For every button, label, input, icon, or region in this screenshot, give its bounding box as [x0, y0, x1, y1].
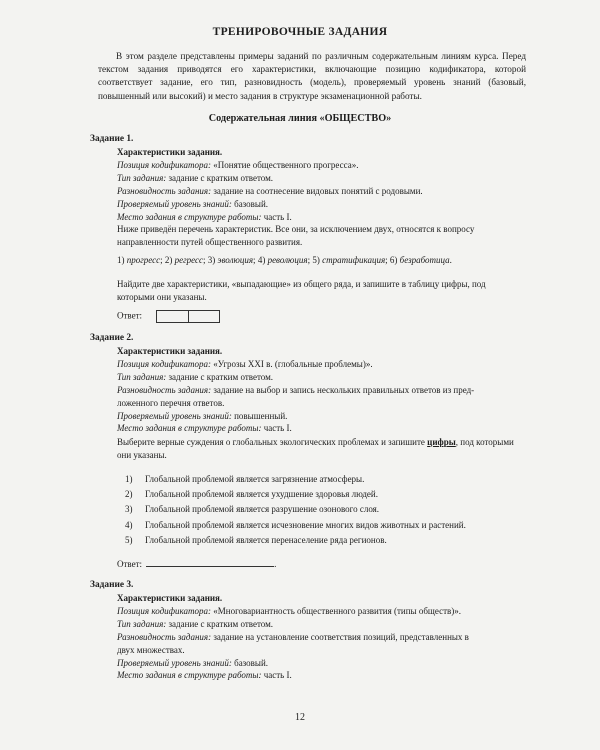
task-variety-row	[117, 384, 519, 397]
task-type-label: Тип задания:	[117, 371, 167, 382]
answer-table-divider	[188, 311, 189, 322]
codifier-position-value: «Понятие общественного прогресса».	[211, 159, 359, 170]
task-variety-value: задание на установление соответствия позиций, представленных в	[211, 631, 469, 642]
list-item	[125, 487, 525, 502]
item-3-num: 3)	[207, 255, 218, 265]
characteristics-heading: Характеристики задания.	[117, 346, 223, 356]
knowledge-level-label: Проверяемый уровень знаний:	[117, 198, 232, 209]
task-type-row	[117, 618, 519, 631]
task-variety-row	[117, 631, 519, 644]
option-number: 5)	[125, 534, 133, 545]
task-place-label: Место задания в структуре работы:	[117, 211, 262, 222]
task-place-row	[117, 422, 519, 435]
codifier-position-row	[117, 605, 519, 618]
list-item	[125, 502, 525, 517]
knowledge-level-value: базовый.	[231, 198, 269, 209]
task-type-label: Тип задания:	[117, 618, 167, 629]
item-6-word: безработица	[399, 255, 450, 265]
item-4-num: 4)	[257, 255, 268, 265]
prompt-highlight: цифры	[427, 437, 456, 447]
task-variety-value: задание на выбор и запись нескольких правильных ответов из пред-	[211, 384, 475, 395]
task-place-label: Место задания в структуре работы:	[117, 423, 262, 434]
task-place-value: часть I.	[261, 670, 292, 681]
task-1-heading: Задание 1.	[90, 134, 134, 144]
answer-label: Ответ:	[117, 310, 143, 321]
option-number: 2)	[125, 489, 133, 500]
knowledge-level-row	[117, 198, 519, 211]
list-item	[125, 472, 525, 487]
option-number: 3)	[125, 504, 133, 515]
option-number: 4)	[125, 519, 133, 530]
item-4-sep: ;	[307, 255, 313, 265]
task-2-heading: Задание 2.	[90, 333, 134, 343]
task-2-options	[125, 472, 525, 548]
task-place-row	[117, 669, 519, 682]
task-1-prompt: Ниже приведён перечень характеристик. Все они, за исключением двух, относятся к вопросу направленности путей общественного развития.	[117, 224, 475, 247]
knowledge-level-value: базовый.	[231, 657, 269, 668]
codifier-position-label: Позиция кодификатора:	[117, 159, 211, 170]
item-3-word: эволюция	[217, 255, 254, 265]
item-2-num: 2)	[164, 255, 175, 265]
codifier-position-label: Позиция кодификатора:	[117, 605, 211, 616]
task-variety-continued: ложенного перечня ответов.	[117, 397, 225, 408]
knowledge-level-label: Проверяемый уровень знаний:	[117, 657, 232, 668]
section-title: Содержательная линия «ОБЩЕСТВО»	[208, 113, 392, 124]
prompt-before: Выберите верные суждения о глобальных экологических проблемах и запишите	[117, 437, 428, 447]
item-2-sep: ;	[203, 255, 208, 265]
item-2-word: регресс	[174, 255, 204, 265]
task-variety-continued: двух множествах.	[117, 644, 185, 655]
item-1-sep: ;	[160, 255, 165, 265]
task-place-label: Место задания в структуре работы:	[117, 670, 262, 681]
task-type-value: задание с кратким ответом.	[166, 172, 274, 183]
task-type-row	[117, 172, 519, 185]
task-1-answer	[117, 310, 220, 323]
page-number: 12	[295, 712, 305, 723]
codifier-position-row	[117, 159, 519, 172]
task-3-heading: Задание 3.	[90, 580, 134, 590]
codifier-position-row	[117, 358, 519, 371]
intro-paragraph: В этом разделе представлены примеры заданий по различным содержательным линиям курса. Перед текстом задания приводятся его характеристики, включающие позицию кодификатора, которой соответствует задание, его тип, разновидность (модель), проверяемый уровень знаний (базовый, повышенный или высокий) и место задания в структуре экзаменационной работы.	[98, 51, 526, 101]
task-1-items	[117, 254, 519, 267]
list-item	[125, 533, 525, 548]
option-number: 1)	[125, 474, 133, 484]
page-title: ТРЕНИРОВОЧНЫЕ ЗАДАНИЯ	[212, 26, 388, 38]
task-variety-label: Разновидность задания:	[117, 384, 212, 395]
task-2-prompt	[117, 436, 519, 462]
option-text: Глобальной проблемой является ухудшение здоровья людей.	[145, 489, 378, 500]
task-place-value: часть I.	[261, 423, 292, 434]
item-5-sep: ;	[385, 255, 390, 265]
codifier-position-value: «Угрозы XXI в. (глобальные проблемы)».	[211, 358, 373, 369]
knowledge-level-row	[117, 410, 519, 423]
item-3-sep: ;	[253, 255, 258, 265]
item-1-num: 1)	[117, 255, 127, 265]
knowledge-level-row	[117, 657, 519, 670]
task-type-row	[117, 371, 519, 384]
task-variety-label: Разновидность задания:	[117, 185, 212, 196]
option-text: Глобальной проблемой является перенаселение ряда регионов.	[145, 534, 387, 545]
item-5-word: стратификация	[322, 255, 386, 265]
task-2-answer	[117, 557, 276, 569]
option-text: Глобальной проблемой является загрязнение атмосферы.	[145, 474, 365, 484]
answer-label: Ответ:	[117, 559, 143, 569]
option-text: Глобальной проблемой является исчезновение многих видов животных и растений.	[145, 519, 466, 530]
task-place-row	[117, 211, 519, 224]
list-item	[125, 518, 525, 533]
task-variety-row	[117, 185, 519, 198]
codifier-position-label: Позиция кодификатора:	[117, 358, 211, 369]
task-3-characteristics	[117, 592, 519, 682]
knowledge-level-value: повышенный.	[231, 410, 288, 421]
characteristics-heading: Характеристики задания.	[117, 593, 223, 603]
item-6-sep: .	[449, 255, 452, 265]
answer-table[interactable]	[156, 310, 220, 323]
answer-line[interactable]	[146, 557, 277, 569]
characteristics-heading: Характеристики задания.	[117, 147, 223, 157]
item-5-num: 5)	[312, 255, 323, 265]
item-1-word: прогресс	[126, 255, 161, 265]
answer-end: .	[274, 559, 277, 569]
task-type-value: задание с кратким ответом.	[166, 371, 274, 382]
task-place-value: часть I.	[261, 211, 292, 222]
option-text: Глобальной проблемой является разрушение озонового слоя.	[145, 504, 380, 515]
knowledge-level-label: Проверяемый уровень знаний:	[117, 410, 232, 421]
task-variety-value: задание на соотнесение видовых понятий с родовыми.	[211, 185, 423, 196]
codifier-position-value: «Многовариантность общественного развития (типы обществ)».	[211, 605, 462, 616]
task-1-instruction: Найдите две характеристики, «выпадающие» из общего ряда, и запишите в таблицу цифры, под которыми они указаны.	[117, 279, 486, 302]
task-variety-label: Разновидность задания:	[117, 631, 212, 642]
item-4-word: революция	[267, 255, 308, 265]
item-6-num: 6)	[389, 255, 400, 265]
prompt-after: , под которыми они указаны.	[117, 437, 514, 460]
task-2-characteristics	[117, 345, 519, 435]
task-1-characteristics	[117, 146, 519, 223]
task-type-value: задание с кратким ответом.	[166, 618, 274, 629]
task-type-label: Тип задания:	[117, 172, 167, 183]
